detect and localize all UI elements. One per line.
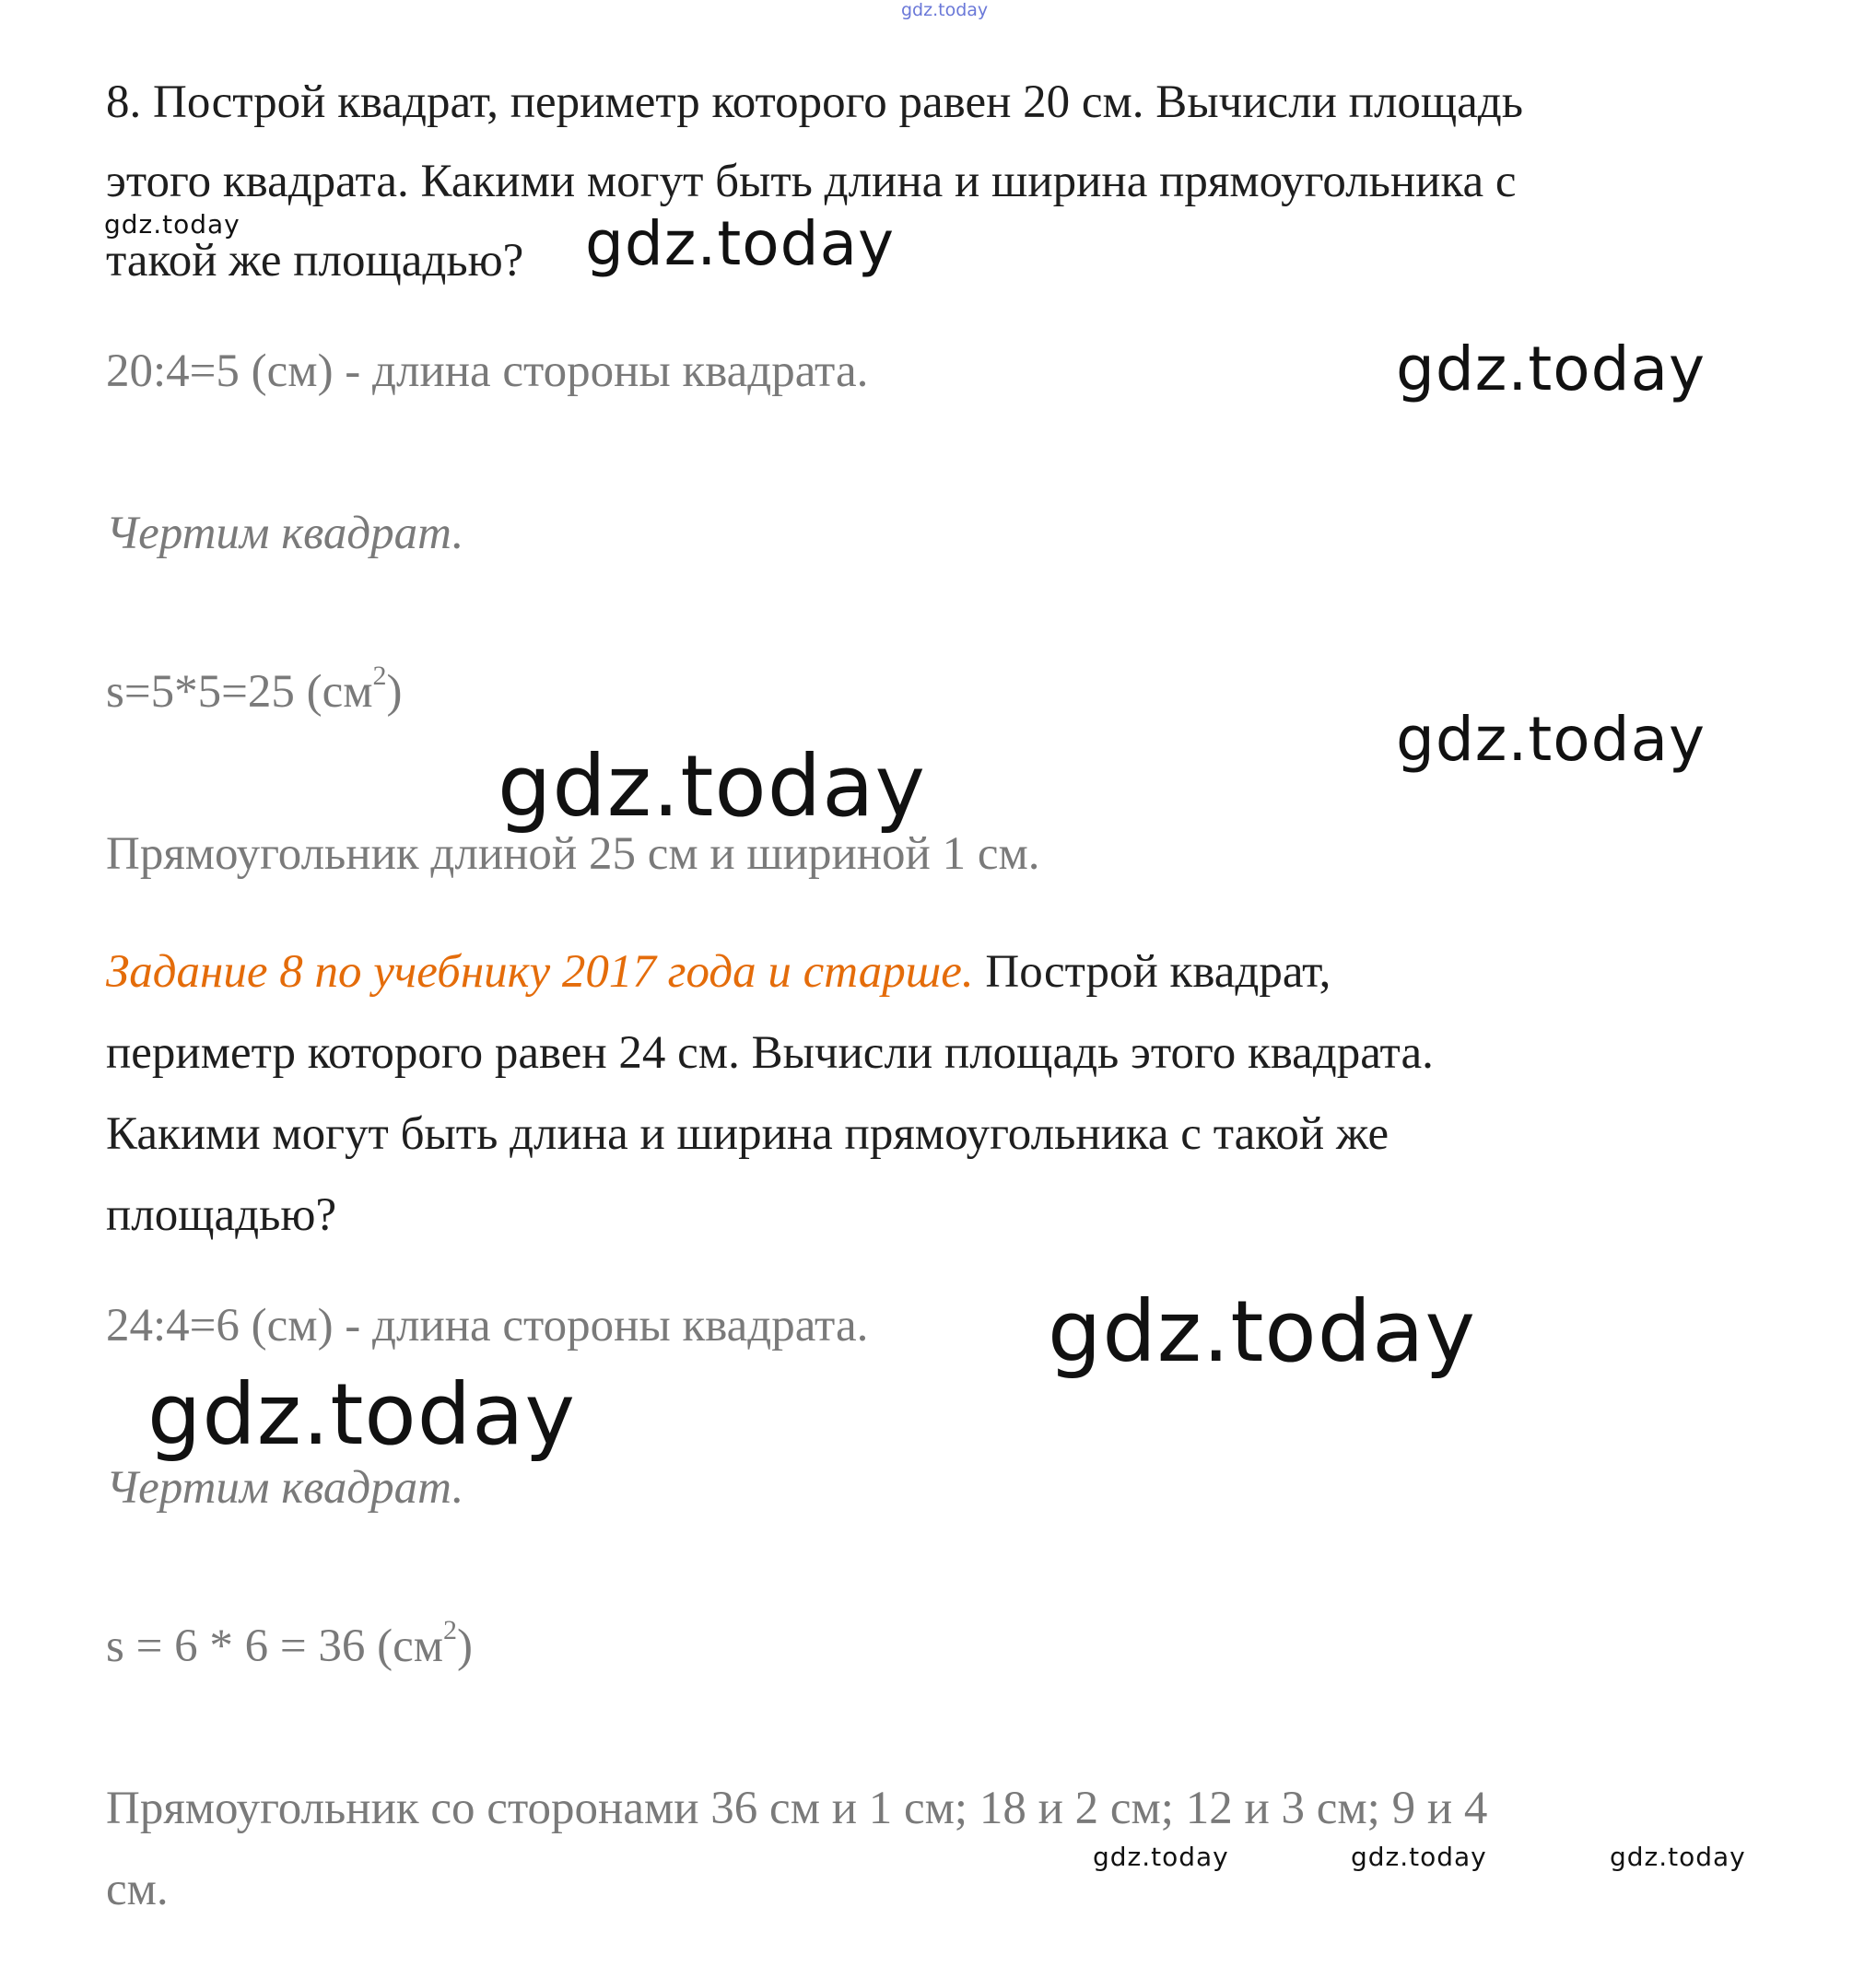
watermark-small-1: gdz.today <box>104 209 240 240</box>
solution1-area-close: ) <box>386 666 403 718</box>
watermark-medium-2: gdz.today <box>1396 334 1706 404</box>
watermark-large-2: gdz.today <box>1048 1282 1476 1381</box>
solution2-area-close: ) <box>457 1621 473 1672</box>
solution2-area <box>106 1615 473 1672</box>
watermark-small-2: gdz.today <box>1093 1842 1229 1872</box>
task2-line1 <box>106 946 1331 998</box>
solution1-area <box>106 661 403 718</box>
solution1-draw: Чертим квадрат. <box>106 508 464 559</box>
watermark-medium-3: gdz.today <box>1396 704 1706 775</box>
solution2-answer-line1: Прямоугольник со сторонами 36 см и 1 см; 18 и 2 см; 12 и 3 см; 9 и 4 <box>106 1783 1488 1834</box>
task1-line3: такой же площадью? <box>106 235 524 287</box>
task2-label: Задание 8 по учебнику 2017 года и старше. <box>106 946 974 998</box>
watermark-large-1: gdz.today <box>498 737 926 836</box>
solution2-draw: Чертим квадрат. <box>106 1462 464 1514</box>
watermark-small-4: gdz.today <box>1610 1842 1746 1872</box>
task2-line3: Какими могут быть длина и ширина прямоугольника с такой же <box>106 1108 1389 1160</box>
solution1-area-exp: 2 <box>372 661 387 691</box>
task1-line2: этого квадрата. Какими могут быть длина и ширина прямоугольника с <box>106 156 1517 207</box>
watermark-large-3: gdz.today <box>147 1365 576 1464</box>
solution2-area-exp: 2 <box>443 1615 458 1645</box>
solution2-side: 24:4=6 (см) - длина стороны квадрата. <box>106 1300 869 1352</box>
solution1-area-main: s=5*5=25 (см <box>106 666 373 718</box>
watermark-small-3: gdz.today <box>1351 1842 1487 1872</box>
solution2-area-main: s = 6 * 6 = 36 (см <box>106 1621 444 1672</box>
task2-line4: площадью? <box>106 1189 337 1241</box>
solution1-side: 20:4=5 (см) - длина стороны квадрата. <box>106 345 869 397</box>
solution1-answer: Прямоугольник длиной 25 см и шириной 1 см. <box>106 828 1040 880</box>
task1-line1: 8. Построй квадрат, периметр которого равен 20 см. Вычисли площадь <box>106 76 1524 128</box>
task2-line2: периметр которого равен 24 см. Вычисли площадь этого квадрата. <box>106 1027 1434 1079</box>
solution2-answer-line2: см. <box>106 1864 169 1915</box>
watermark-medium-1: gdz.today <box>585 208 896 279</box>
task2-line1-rest: Построй квадрат, <box>973 946 1331 998</box>
watermark-top: gdz.today <box>901 0 989 20</box>
